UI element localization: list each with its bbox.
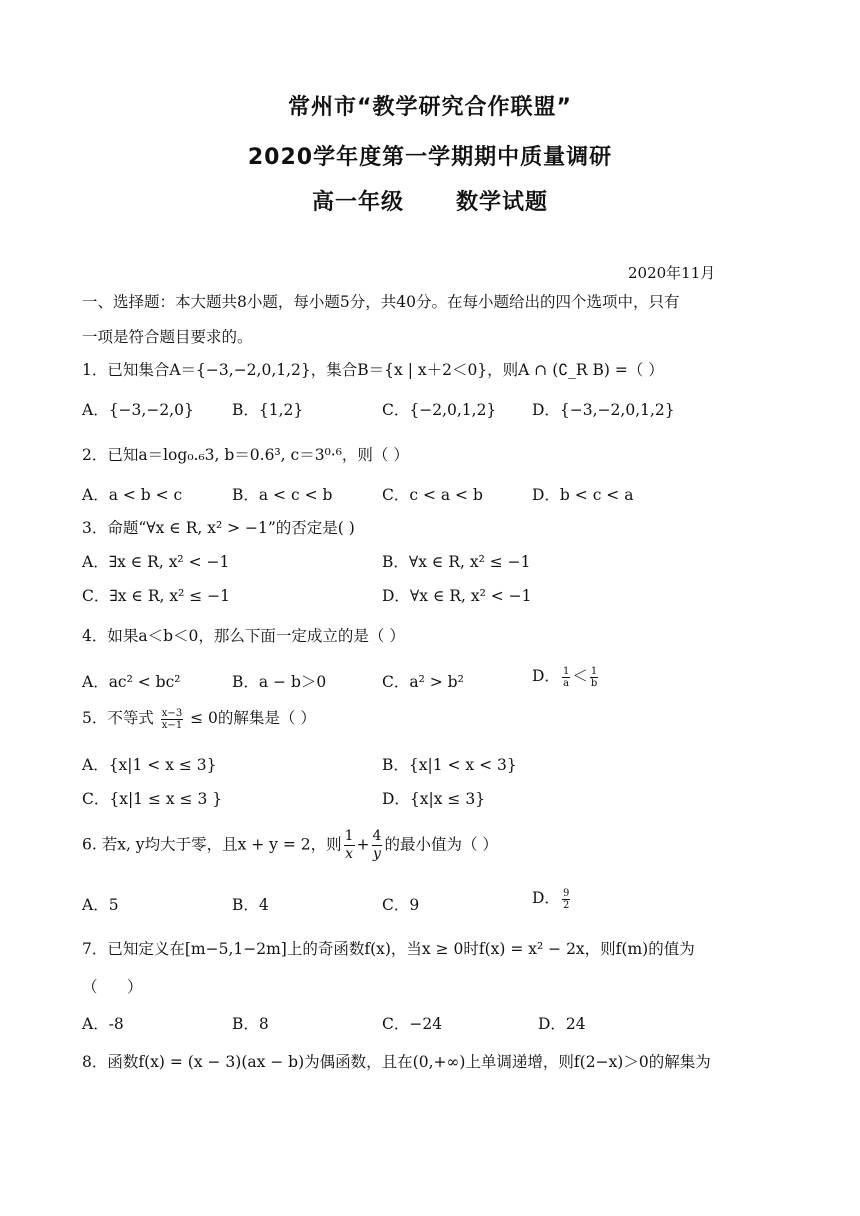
- question-2-option-b: B．a < c < b: [232, 486, 333, 504]
- less-than-sign: ＜: [572, 667, 588, 685]
- question-7-option-b: B．8: [232, 1015, 269, 1033]
- question-3-option-d: D．∀x ∈ R, x² < −1: [382, 587, 532, 605]
- fraction-9-over-2: $\frac{9}{2}$: [562, 887, 570, 911]
- question-1-option-a: A．{−3,−2,0}: [82, 401, 194, 419]
- question-2-option-a: A．a < b < c: [82, 486, 183, 504]
- question-7-option-c: C．−24: [382, 1015, 443, 1033]
- question-4-option-a: A．ac² < bc²: [82, 673, 181, 691]
- question-6-stem: [82, 828, 498, 863]
- question-7-stem: 7．已知定义在[m−5,1−2m]上的奇函数f(x)，当x ≥ 0时f(x) = x² − 2x，则f(m)的值为: [82, 940, 695, 958]
- fraction-x-3-over-x-1: $\frac{x-3}{x-1}$: [161, 707, 183, 731]
- question-6-option-c: C．9: [382, 896, 420, 914]
- question-7-stem-line-2: （ ）: [82, 978, 143, 996]
- question-7-option-d: D．24: [538, 1015, 586, 1033]
- question-4-stem: 4．如果a＜b＜0，那么下面一定成立的是（ ）: [82, 627, 405, 645]
- title-line-2: 2020学年度第一学期期中质量调研: [247, 145, 613, 170]
- question-8-stem: 8．函数f(x) = (x − 3)(ax − b)为偶函数，且在(0,+∞)上单调递增，则f(2−x)＞0的解集为: [82, 1053, 711, 1071]
- question-3-option-b: B．∀x ∈ R, x² ≤ −1: [382, 553, 531, 571]
- question-5-option-a: A．{x|1 < x ≤ 3}: [82, 756, 217, 774]
- question-5-stem: [82, 706, 316, 731]
- question-6-option-d-label: D．: [532, 889, 560, 907]
- question-2-option-d: D．b < c < a: [532, 486, 634, 504]
- question-3-stem: 3．命题“∀x ∈ R, x² > −1”的否定是( ): [82, 519, 355, 537]
- question-5-option-c: C．{x|1 ≤ x ≤ 3 }: [82, 790, 223, 808]
- question-2-stem: 2．已知a＝log₀.₆3, b＝0.6³, c＝3⁰·⁶，则（ ）: [82, 446, 409, 464]
- section-heading-line-1: 一、选择题：本大题共8小题，每小题5分，共40分。在每小题给出的四个选项中，只有: [82, 293, 680, 311]
- question-6-option-a: A．5: [82, 896, 119, 914]
- question-1-option-d: D．{−3,−2,0,1,2}: [532, 401, 675, 419]
- question-5-option-d: D．{x|x ≤ 3}: [382, 790, 486, 808]
- question-4-option-d-label: D．: [532, 667, 560, 685]
- question-4-option-d: [532, 664, 600, 689]
- question-6-stem-suffix: 的最小值为（ ）: [384, 835, 498, 854]
- fraction-1-over-a: $\frac{1}{a}$: [562, 665, 570, 689]
- section-heading-line-2: 一项是符合题目要求的。: [82, 328, 253, 346]
- question-4-option-c: C．a² > b²: [382, 673, 464, 691]
- question-3-option-a: A．∃x ∈ R, x² < −1: [82, 553, 230, 571]
- question-4-option-b: B．a − b＞0: [232, 673, 327, 691]
- fraction-1-over-x: $\frac{1}{x}$: [344, 828, 354, 862]
- question-6-option-d: [532, 886, 572, 911]
- question-5-stem-prefix: 5．不等式: [82, 709, 159, 727]
- question-6-option-b: B．4: [232, 896, 269, 914]
- plus-sign: +: [356, 835, 370, 854]
- question-7-option-a: A．-8: [82, 1015, 124, 1033]
- exam-date: 2020年11月: [628, 264, 716, 282]
- question-5-stem-suffix: ≤ 0的解集是（ ）: [185, 709, 316, 727]
- question-1-option-c: C．{−2,0,1,2}: [382, 401, 497, 419]
- title-line-3: 高一年级 数学试题: [312, 190, 548, 215]
- fraction-1-over-b: $\frac{1}{b}$: [590, 665, 598, 689]
- question-5-option-b: B．{x|1 < x < 3}: [382, 756, 517, 774]
- fraction-4-over-y: $\frac{4}{y}$: [372, 828, 382, 862]
- question-1-stem: 1．已知集合A＝{−3,−2,0,1,2}，集合B＝{x | x＋2＜0}，则A ∩ (∁_R B) =（ ）: [82, 361, 664, 379]
- question-6-stem-prefix: 6. 若x, y均大于零，且x + y = 2，则: [82, 835, 342, 854]
- title-line-1: 常州市“教学研究合作联盟”: [288, 95, 572, 120]
- question-2-option-c: C．c < a < b: [382, 486, 483, 504]
- question-1-option-b: B．{1,2}: [232, 401, 304, 419]
- question-3-option-c: C．∃x ∈ R, x² ≤ −1: [82, 587, 231, 605]
